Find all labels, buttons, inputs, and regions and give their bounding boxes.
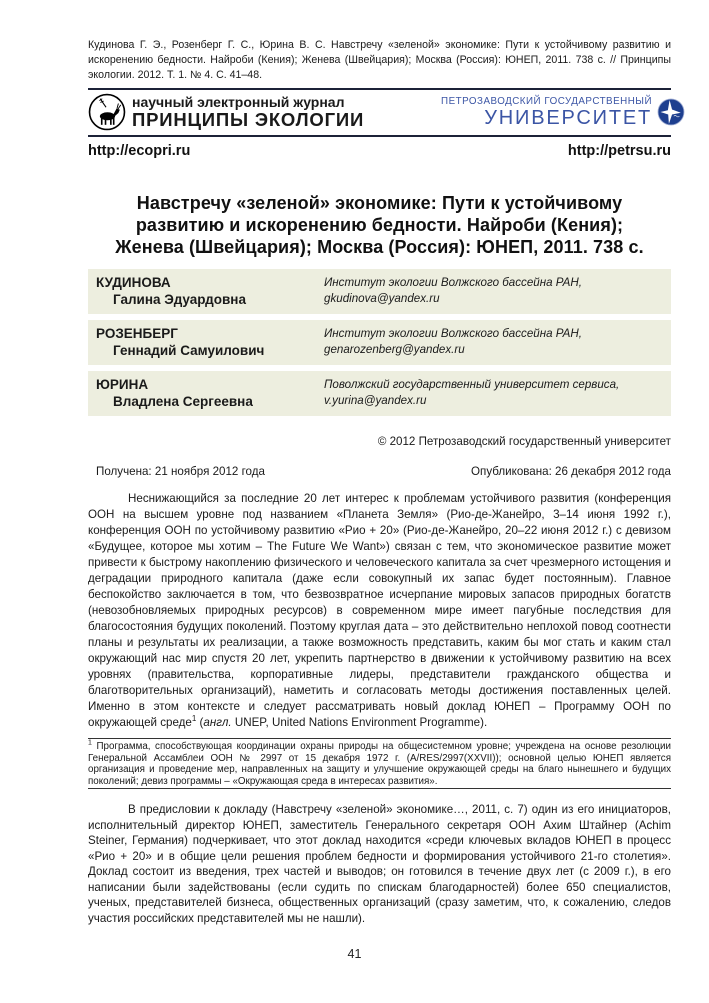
university-name <box>441 96 652 128</box>
author-row <box>88 371 671 416</box>
author-email: genarozenberg@yandex.ru <box>324 342 465 356</box>
site-urls <box>88 143 671 159</box>
footnote-reference: 1 <box>191 714 197 724</box>
footnote-marker: 1 <box>88 739 92 747</box>
journal-name: ПРИНЦИПЫ ЭКОЛОГИИ <box>132 109 365 130</box>
affiliation-text: Институт экологии Волжского бассейна РАН, <box>324 327 582 340</box>
journal-type-label: научный электронный журнал <box>132 94 345 110</box>
authors-table <box>88 269 671 416</box>
received-date: Получена: 21 ноября 2012 года <box>96 465 265 478</box>
journal-brand <box>88 93 364 131</box>
body-paragraph-2: В предисловии к докладу (Навстречу «зеленой» экономике…, 2011, с. 7) один из его инициаторов, исполнительный директор ЮНЕП, заместитель Генерального секретаря ООН Ахим Штайнер (Achim Steiner, Германия) подчеркивает, что этот доклад находится «среди ключевых вкладов ЮНЕП в процесс «Рио + 20» и в общие цели решения проблем бедности и формирования устойчивого 21-го столетия». Доклад состоит из введения, трех частей и выводов; он готовился в течение двух лет (с 2009 г.), в его написании были задействованы (если судить по спискам благодарностей) более 650 специалистов, ученых, представителей бизнеса, общественных организаций (сразу заметим, что, к сожалению, следов участия российских представителей мы не нашли). <box>88 803 671 925</box>
author-affiliation <box>324 325 661 359</box>
author-affiliation <box>324 274 661 308</box>
university-emblem-icon <box>657 98 685 126</box>
author-row <box>88 269 671 314</box>
author-name <box>96 325 324 359</box>
published-date: Опубликована: 26 декабря 2012 года <box>471 465 671 478</box>
author-affiliation <box>324 376 661 410</box>
page-number: 41 <box>347 947 362 961</box>
paragraph-1-text: Неснижающийся за последние 20 лет интерес к проблемам устойчивого развития (конференция ООН на высшем уровне под названием «Планета Земля» (Рио-де-Жанейро, 3–14 июня 1992 г.), конференция ООН по устойчивому развитию «Рио + 20» (Рио-де-Жанейро, 20–22 июня 2012 г.) с девизом «Будущее, которое мы хотим – The Future We Want») связан с тем, что экономическое развитие может привести к быстрому накоплению физического и человеческого капитала за счет чрезмерного истощения и деградации природного капитала (даже если совокупный их запас будет постоянным). Главное беспокойство заключается в том, что безвозвратное исчерпание мировых запасов природных богатств (невозобновляемых природных ресурсов) в современном мире имеет пагубные последствия для благосостояния будущих поколений. Поэтому круглая дата – это действительно неплохой повод соотнести планы и результаты их реализации, а также возможность представить, каким бы мог стать и каким стал окружающий нас мир спустя 20 лет, укрепить партнерство в движении к устойчивому развитию на всех уровнях (правительства, корпоративные лидеры, представители гражданского общества и благотворительных организаций), наметить и согласовать методы достижения поставленных целей. Именно в этом контексте и следует рассматривать новый доклад ЮНЕП – Программу ООН по окружающей среде <box>88 492 671 729</box>
author-surname: КУДИНОВА <box>96 275 171 290</box>
author-first-name: Галина Эдуардовна <box>113 292 246 307</box>
university-brand <box>441 96 685 128</box>
body-paragraph-1 <box>88 491 671 731</box>
author-surname: ЮРИНА <box>96 377 149 392</box>
journal-names <box>132 94 364 130</box>
paragraph-1-lang-label: англ. <box>203 716 232 729</box>
university-name-line1: ПЕТРОЗАВОДСКИЙ ГОСУДАРСТВЕННЫЙ <box>441 96 652 107</box>
masthead <box>88 90 671 137</box>
dates-row <box>88 465 671 478</box>
affiliation-text: Поволжский государственный университет сервиса, <box>324 378 620 391</box>
author-email: gkudinova@yandex.ru <box>324 291 440 305</box>
paragraph-1-tail-open: ( <box>196 716 204 729</box>
footnote <box>88 738 671 789</box>
author-row <box>88 320 671 365</box>
footnote-text: Программа, способствующая координации охраны природы на общесистемном уровне; учреждена на основе резолюции Генеральной Ассамблеи ООН № 2997 от 15 декабря 1972 г. (A/RES/2997(XXVII)); основной целью ЮНЕП является организация и проведение мер, направленных на защиту и улучшение окружающей среды на благо нынешнего и будущих поколений; девиз программы – «Окружающая среда в интересах развития». <box>88 741 671 787</box>
deer-logo-icon <box>88 93 126 131</box>
copyright-line: © 2012 Петрозаводский государственный университет <box>377 435 671 448</box>
article-title: Навстречу «зеленой» экономике: Пути к устойчивому развитию и искоренению бедности. Найроби (Кения); Женева (Швейцария); Москва (Россия): ЮНЕП, 2011. 738 с. <box>115 193 644 257</box>
author-name <box>96 376 324 410</box>
paragraph-1-tail: UNEP, United Nations Environment Programme). <box>231 716 488 729</box>
author-first-name: Владлена Сергеевна <box>113 394 253 409</box>
author-surname: РОЗЕНБЕРГ <box>96 326 178 341</box>
bibliographic-citation: Кудинова Г. Э., Розенберг Г. С., Юрина В. С. Навстречу «зеленой» экономике: Пути к устойчивому развитию и искоренению бедности. Найроби (Кения); Женева (Швейцария); Москва (Россия): ЮНЕП, 2011. 738 с. // Принципы экологии. 2012. Т. 1. № 4. С. 41–48. <box>88 38 671 90</box>
journal-url-link[interactable]: http://ecopri.ru <box>88 143 191 159</box>
university-url-link[interactable]: http://petrsu.ru <box>567 143 671 159</box>
author-name <box>96 274 324 308</box>
author-email: v.yurina@yandex.ru <box>324 393 427 407</box>
university-name-line2: УНИВЕРСИТЕТ <box>484 107 652 129</box>
author-first-name: Геннадий Самуилович <box>113 343 265 358</box>
affiliation-text: Институт экологии Волжского бассейна РАН, <box>324 276 582 289</box>
